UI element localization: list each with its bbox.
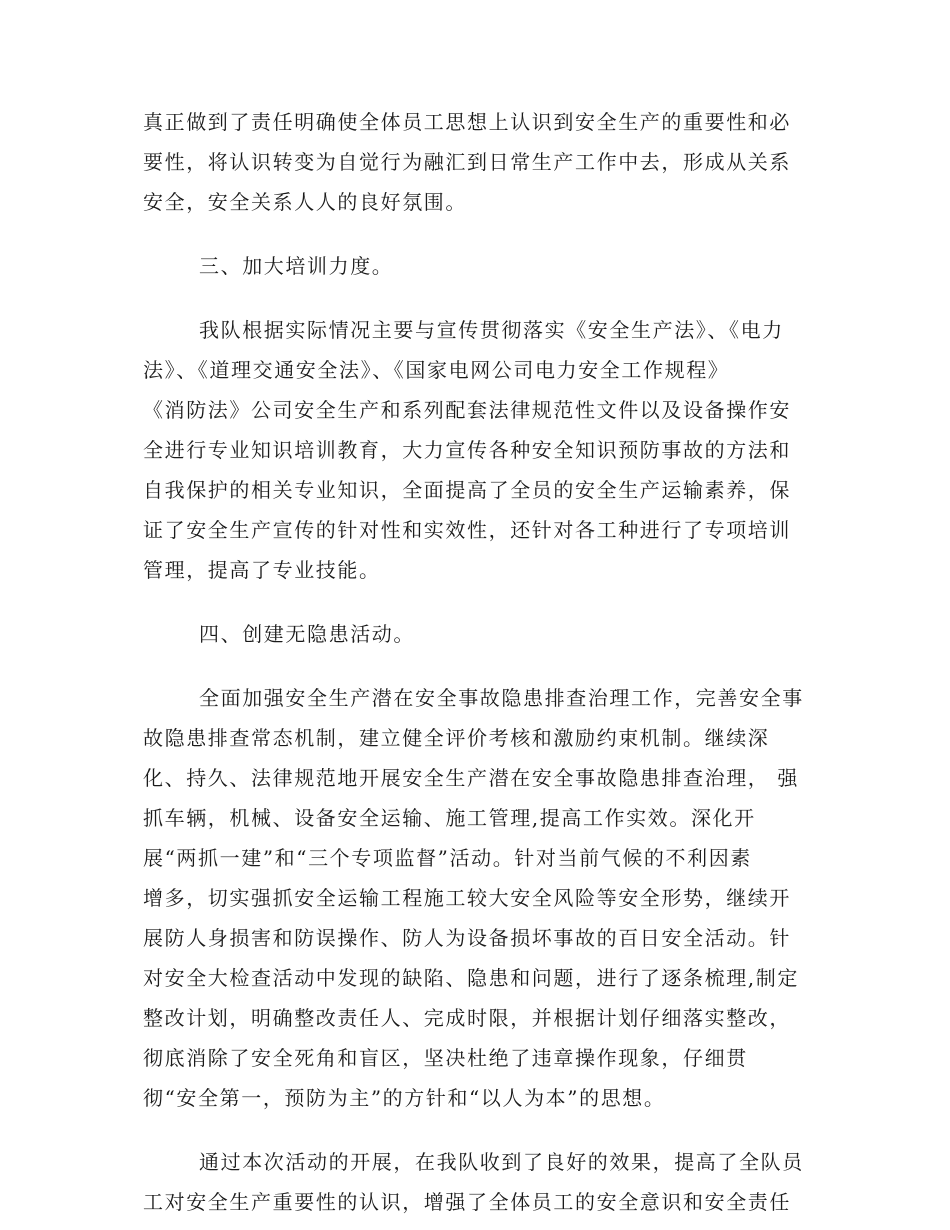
text-line: 证了安全生产宣传的针对性和实效性，还针对各工种进行了专项培训	[143, 518, 791, 542]
text-line: 化、持久、法律规范地开展安全生产潜在安全事故隐患排查治理， 强	[143, 766, 799, 790]
text-line: 展“两抓一建”和“三个专项监督”活动。针对当前气候的不利因素	[143, 846, 752, 870]
text-line: 管理，提高了专业技能。	[143, 558, 381, 582]
text-line: 抓车辆，机械、设备安全运输、施工管理,提高工作实效。深化开	[143, 806, 756, 830]
text-line: 增多，切实强抓安全运输工程施工较大安全风险等安全形势，继续开	[143, 886, 791, 910]
text-line: 《消防法》公司安全生产和系列配套法律规范性文件以及设备操作安	[143, 398, 791, 422]
text-line: 安全，安全关系人人的良好氛围。	[143, 190, 467, 214]
text-line: 展防人身损害和防误操作、防人为设备损坏事故的百日安全活动。针	[143, 926, 791, 950]
document-body	[143, 102, 808, 1222]
text-line: 工对安全生产重要性的认识，增强了全体员工的安全意识和安全责任	[143, 1190, 791, 1214]
paragraph-gap	[143, 1118, 808, 1142]
paragraph-gap	[143, 286, 808, 310]
text-line: 自我保护的相关专业知识，全面提高了全员的安全生产运输素养，保	[143, 478, 791, 502]
text-line: 全进行专业知识培训教育，大力宣传各种安全知识预防事故的方法和	[143, 438, 791, 462]
text-line: 彻底消除了安全死角和盲区，坚决杜绝了违章操作现象，仔细贯	[143, 1046, 748, 1070]
text-line: 对安全大检查活动中发现的缺陷、隐患和问题，进行了逐条梳理,制定	[143, 966, 799, 990]
paragraph-gap	[143, 590, 808, 614]
text-line: 彻“安全第一，预防为主”的方针和“以人为本”的思想。	[143, 1086, 666, 1110]
text-line: 全面加强安全生产潜在安全事故隐患排查治理工作，完善安全事	[199, 686, 804, 710]
paragraph-gap	[143, 654, 808, 678]
section-heading: 四、创建无隐患活动。	[199, 622, 415, 646]
text-line: 要性，将认识转变为自觉行为融汇到日常生产工作中去，形成从关系	[143, 150, 791, 174]
text-line: 真正做到了责任明确使全体员工思想上认识到安全生产的重要性和必	[143, 110, 791, 134]
section-heading: 三、加大培训力度。	[199, 254, 394, 278]
text-line: 故隐患排查常态机制，建立健全评价考核和激励约束机制。继续深	[143, 726, 770, 750]
text-line: 我队根据实际情况主要与宣传贯彻落实《安全生产法》、《电力	[199, 318, 784, 342]
text-line: 通过本次活动的开展，在我队收到了良好的效果，提高了全队员	[199, 1150, 804, 1174]
paragraph-gap	[143, 222, 808, 246]
text-line: 法》、《道理交通安全法》、《国家电网公司电力安全工作规程》	[143, 358, 730, 382]
text-line: 整改计划，明确整改责任人、完成时限，并根据计划仔细落实整改，	[143, 1006, 791, 1030]
